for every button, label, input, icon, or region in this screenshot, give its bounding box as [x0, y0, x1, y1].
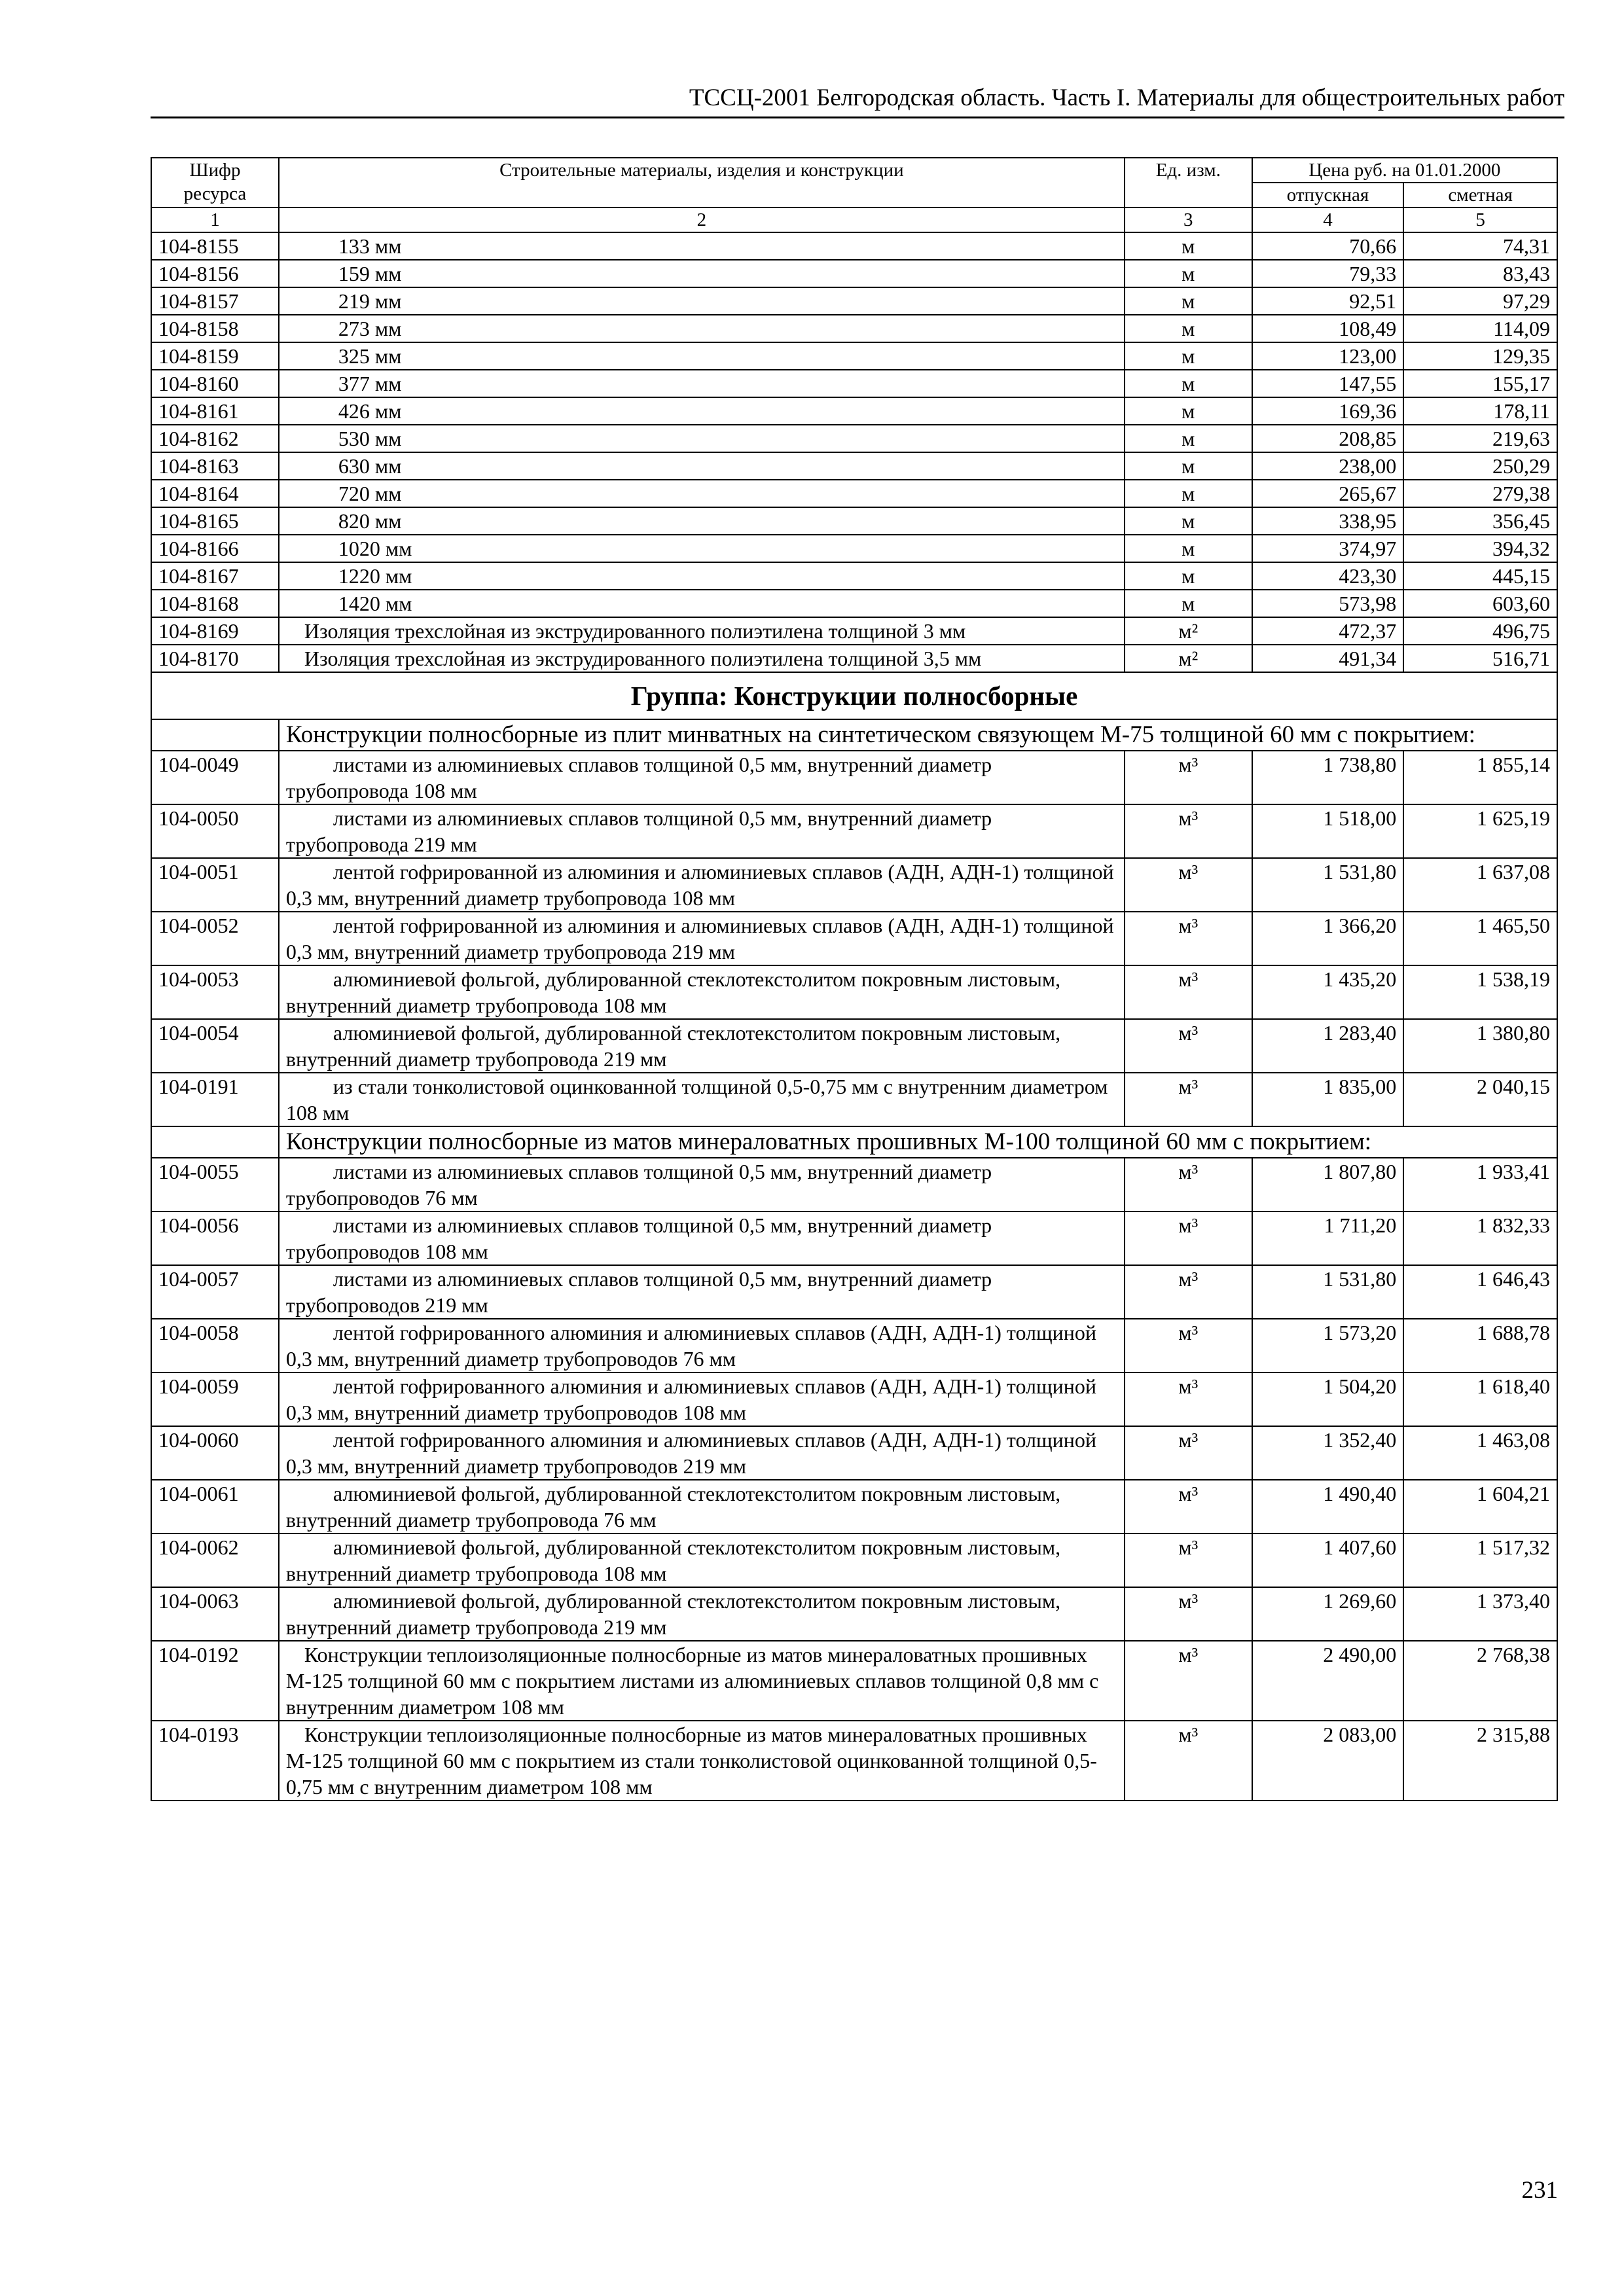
material-name-cell — [279, 751, 1125, 804]
material-name: листами из алюминиевых сплавов толщиной 0,5 мм, внутренний диаметр трубопровода 108 мм — [285, 753, 992, 802]
estimate-price: 1 618,40 — [1403, 1372, 1557, 1426]
estimate-price: 1 637,08 — [1403, 858, 1557, 912]
unit-of-measure: м³ — [1125, 1265, 1252, 1319]
material-name-cell — [279, 1265, 1125, 1319]
release-price: 1 352,40 — [1252, 1426, 1404, 1480]
unit-of-measure: м — [1125, 562, 1252, 590]
resource-code: 104-8169 — [151, 617, 279, 645]
material-name-cell — [279, 912, 1125, 965]
estimate-price: 178,11 — [1403, 397, 1557, 425]
resource-code: 104-0051 — [151, 858, 279, 912]
material-name-cell — [279, 1211, 1125, 1265]
unit-of-measure: м — [1125, 480, 1252, 507]
resource-code: 104-0063 — [151, 1587, 279, 1641]
resource-code: 104-8155 — [151, 232, 279, 260]
table-row — [151, 370, 1557, 397]
unit-of-measure: м³ — [1125, 1587, 1252, 1641]
material-name-cell — [279, 287, 1125, 315]
table-row — [151, 535, 1557, 562]
release-price: 1 366,20 — [1252, 912, 1404, 965]
material-name: алюминиевой фольгой, дублированной стеклотекстолитом покровным листовым, внутренний диаметр трубопровода 219 мм — [285, 1589, 1061, 1639]
material-name-cell — [279, 260, 1125, 287]
table-row — [151, 1211, 1557, 1265]
resource-code: 104-0058 — [151, 1319, 279, 1372]
release-price: 1 807,80 — [1252, 1158, 1404, 1211]
resource-code: 104-0052 — [151, 912, 279, 965]
unit-of-measure: м² — [1125, 645, 1252, 672]
material-name: алюминиевой фольгой, дублированной стеклотекстолитом покровным листовым, внутренний диаметр трубопровода 219 мм — [285, 1021, 1061, 1071]
table-row — [151, 1158, 1557, 1211]
unit-of-measure: м³ — [1125, 965, 1252, 1019]
table-header — [151, 158, 1557, 232]
release-price: 1 531,80 — [1252, 1265, 1404, 1319]
group-row — [151, 672, 1557, 719]
material-name: 1020 мм — [338, 537, 412, 560]
resource-code: 104-0191 — [151, 1073, 279, 1126]
estimate-price: 74,31 — [1403, 232, 1557, 260]
table-row — [151, 804, 1557, 858]
material-name-cell — [279, 397, 1125, 425]
material-name: Изоляция трехслойная из экструдированного полиэтилена толщиной 3 мм — [304, 619, 966, 643]
material-name-cell — [279, 315, 1125, 342]
resource-code: 104-0059 — [151, 1372, 279, 1426]
unit-of-measure: м — [1125, 452, 1252, 480]
table-row — [151, 452, 1557, 480]
material-name-cell — [279, 535, 1125, 562]
estimate-price: 1 604,21 — [1403, 1480, 1557, 1534]
table-row — [151, 858, 1557, 912]
release-price: 1 269,60 — [1252, 1587, 1404, 1641]
material-name: Изоляция трехслойная из экструдированного полиэтилена толщиной 3,5 мм — [304, 647, 982, 670]
table-row — [151, 1721, 1557, 1801]
release-price: 2 083,00 — [1252, 1721, 1404, 1801]
release-price: 423,30 — [1252, 562, 1404, 590]
unit-of-measure: м — [1125, 232, 1252, 260]
resource-code: 104-8159 — [151, 342, 279, 370]
release-price: 108,49 — [1252, 315, 1404, 342]
unit-of-measure: м³ — [1125, 1721, 1252, 1801]
release-price: 1 711,20 — [1252, 1211, 1404, 1265]
unit-of-measure: м — [1125, 342, 1252, 370]
estimate-price: 516,71 — [1403, 645, 1557, 672]
estimate-price: 1 463,08 — [1403, 1426, 1557, 1480]
resource-code: 104-0061 — [151, 1480, 279, 1534]
unit-of-measure: м — [1125, 397, 1252, 425]
unit-of-measure: м³ — [1125, 1211, 1252, 1265]
unit-of-measure: м³ — [1125, 1372, 1252, 1426]
unit-of-measure: м — [1125, 315, 1252, 342]
release-price: 491,34 — [1252, 645, 1404, 672]
estimate-price: 250,29 — [1403, 452, 1557, 480]
table-row — [151, 1073, 1557, 1126]
estimate-price: 1 465,50 — [1403, 912, 1557, 965]
estimate-price: 1 933,41 — [1403, 1158, 1557, 1211]
table-row — [151, 1587, 1557, 1641]
material-name: 530 мм — [338, 427, 402, 450]
resource-code: 104-0062 — [151, 1534, 279, 1587]
material-name: 133 мм — [338, 234, 402, 258]
col-number: 1 — [151, 207, 279, 232]
material-name: 325 мм — [338, 344, 402, 368]
material-name-cell — [279, 425, 1125, 452]
estimate-price: 83,43 — [1403, 260, 1557, 287]
col-header-price: Цена руб. на 01.01.2000 — [1252, 158, 1557, 183]
estimate-price: 1 832,33 — [1403, 1211, 1557, 1265]
material-name: лентой гофрированной из алюминия и алюминиевых сплавов (АДН, АДН-1) толщиной 0,3 мм, внутренний диаметр трубопровода 108 мм — [285, 860, 1114, 910]
resource-code: 104-8166 — [151, 535, 279, 562]
resource-code: 104-8168 — [151, 590, 279, 617]
material-name: листами из алюминиевых сплавов толщиной 0,5 мм, внутренний диаметр трубопроводов 76 мм — [285, 1160, 992, 1210]
col-number: 2 — [279, 207, 1125, 232]
material-name: листами из алюминиевых сплавов толщиной 0,5 мм, внутренний диаметр трубопроводов 219 мм — [285, 1267, 992, 1317]
resource-code: 104-0050 — [151, 804, 279, 858]
resource-code: 104-0192 — [151, 1641, 279, 1721]
material-name-cell — [279, 1319, 1125, 1372]
unit-of-measure: м³ — [1125, 1319, 1252, 1372]
empty-code-cell — [151, 719, 279, 751]
release-price: 92,51 — [1252, 287, 1404, 315]
resource-code: 104-0053 — [151, 965, 279, 1019]
material-name-cell — [279, 1587, 1125, 1641]
subgroup-row — [151, 719, 1557, 751]
estimate-price: 1 625,19 — [1403, 804, 1557, 858]
col-header-unit: Ед. изм. — [1125, 158, 1252, 207]
resource-code: 104-0057 — [151, 1265, 279, 1319]
release-price: 79,33 — [1252, 260, 1404, 287]
material-name-cell — [279, 1073, 1125, 1126]
table-row — [151, 751, 1557, 804]
resource-code: 104-8165 — [151, 507, 279, 535]
unit-of-measure: м³ — [1125, 1641, 1252, 1721]
resource-code: 104-8157 — [151, 287, 279, 315]
estimate-price: 496,75 — [1403, 617, 1557, 645]
material-name: Конструкции теплоизоляционные полносборные из матов минераловатных прошивных М-125 толщиной 60 мм с покрытием листами из алюминиевых сплавов толщиной 0,8 мм с внутренним диаметром 108 мм — [285, 1643, 1099, 1719]
estimate-price: 356,45 — [1403, 507, 1557, 535]
table-row — [151, 617, 1557, 645]
table-row — [151, 1372, 1557, 1426]
unit-of-measure: м — [1125, 287, 1252, 315]
release-price: 123,00 — [1252, 342, 1404, 370]
unit-of-measure: м³ — [1125, 804, 1252, 858]
page-header — [151, 84, 1564, 118]
resource-code: 104-8160 — [151, 370, 279, 397]
estimate-price: 1 646,43 — [1403, 1265, 1557, 1319]
resource-code: 104-8162 — [151, 425, 279, 452]
column-numbers-row — [151, 207, 1557, 232]
unit-of-measure: м³ — [1125, 1426, 1252, 1480]
col-header-code: Шифр ресурса — [151, 158, 279, 207]
release-price: 1 435,20 — [1252, 965, 1404, 1019]
table-row — [151, 1641, 1557, 1721]
resource-code: 104-8156 — [151, 260, 279, 287]
subgroup2-section — [151, 1126, 1557, 1158]
material-name-cell — [279, 1641, 1125, 1721]
group-title: Группа: Конструкции полносборные — [151, 672, 1557, 719]
table-row — [151, 912, 1557, 965]
material-name-cell — [279, 480, 1125, 507]
unit-of-measure: м — [1125, 535, 1252, 562]
table-row — [151, 315, 1557, 342]
estimate-price: 1 380,80 — [1403, 1019, 1557, 1073]
material-name-cell — [279, 232, 1125, 260]
estimate-price: 155,17 — [1403, 370, 1557, 397]
table-row — [151, 260, 1557, 287]
release-price: 208,85 — [1252, 425, 1404, 452]
table-row — [151, 645, 1557, 672]
unit-of-measure: м — [1125, 260, 1252, 287]
price-table — [151, 157, 1558, 1801]
release-price: 1 490,40 — [1252, 1480, 1404, 1534]
material-name: листами из алюминиевых сплавов толщиной 0,5 мм, внутренний диаметр трубопровода 219 мм — [285, 806, 992, 856]
table-row — [151, 1265, 1557, 1319]
subgroup2-rows — [151, 1158, 1557, 1641]
material-name-cell — [279, 804, 1125, 858]
material-name: 159 мм — [338, 262, 402, 285]
release-price: 265,67 — [1252, 480, 1404, 507]
material-name: Конструкции теплоизоляционные полносборные из матов минераловатных прошивных М-125 толщиной 60 мм с покрытием из стали тонколистовой оцинкованной толщиной 0,5-0,75 мм с внутренним диаметром 108 мм — [285, 1723, 1097, 1799]
estimate-price: 445,15 — [1403, 562, 1557, 590]
estimate-price: 394,32 — [1403, 535, 1557, 562]
release-price: 70,66 — [1252, 232, 1404, 260]
table-row — [151, 1426, 1557, 1480]
resource-code: 104-0049 — [151, 751, 279, 804]
unit-of-measure: м³ — [1125, 1480, 1252, 1534]
release-price: 2 490,00 — [1252, 1641, 1404, 1721]
table-row — [151, 480, 1557, 507]
estimate-price: 219,63 — [1403, 425, 1557, 452]
table-row — [151, 287, 1557, 315]
material-name: 219 мм — [338, 289, 402, 313]
material-name-cell — [279, 562, 1125, 590]
resource-code: 104-0060 — [151, 1426, 279, 1480]
release-price: 1 407,60 — [1252, 1534, 1404, 1587]
release-price: 1 504,20 — [1252, 1372, 1404, 1426]
material-name: 630 мм — [338, 454, 402, 478]
estimate-price: 1 855,14 — [1403, 751, 1557, 804]
material-name-cell — [279, 1480, 1125, 1534]
material-name: листами из алюминиевых сплавов толщиной 0,5 мм, внутренний диаметр трубопроводов 108 мм — [285, 1213, 992, 1263]
release-price: 1 531,80 — [1252, 858, 1404, 912]
material-name: лентой гофрированной из алюминия и алюминиевых сплавов (АДН, АДН-1) толщиной 0,3 мм, внутренний диаметр трубопровода 219 мм — [285, 914, 1114, 963]
release-price: 374,97 — [1252, 535, 1404, 562]
construction-rows — [151, 1641, 1557, 1801]
unit-of-measure: м — [1125, 370, 1252, 397]
unit-of-measure: м³ — [1125, 858, 1252, 912]
material-name: 1220 мм — [338, 564, 412, 588]
material-name-cell — [279, 645, 1125, 672]
estimate-price: 1 538,19 — [1403, 965, 1557, 1019]
unit-of-measure: м³ — [1125, 912, 1252, 965]
material-name-cell — [279, 370, 1125, 397]
release-price: 147,55 — [1252, 370, 1404, 397]
material-name-cell — [279, 1372, 1125, 1426]
resource-code: 104-8161 — [151, 397, 279, 425]
table-row — [151, 965, 1557, 1019]
material-name-cell — [279, 1426, 1125, 1480]
material-name-cell — [279, 1158, 1125, 1211]
estimate-price: 129,35 — [1403, 342, 1557, 370]
resource-code: 104-0055 — [151, 1158, 279, 1211]
material-name-cell — [279, 965, 1125, 1019]
release-price: 238,00 — [1252, 452, 1404, 480]
estimate-price: 1 688,78 — [1403, 1319, 1557, 1372]
release-price: 1 283,40 — [1252, 1019, 1404, 1073]
subgroup1-rows — [151, 751, 1557, 1126]
table-row — [151, 1019, 1557, 1073]
release-price: 1 518,00 — [1252, 804, 1404, 858]
unit-of-measure: м — [1125, 425, 1252, 452]
unit-of-measure: м — [1125, 507, 1252, 535]
material-name: из стали тонколистовой оцинкованной толщиной 0,5-0,75 мм с внутренним диаметром 108 мм — [285, 1075, 1108, 1124]
table-row — [151, 590, 1557, 617]
material-name-cell — [279, 617, 1125, 645]
col-header-name: Строительные материалы, изделия и конструкции — [279, 158, 1125, 207]
page-number: 231 — [1521, 2177, 1558, 2204]
resource-code: 104-0193 — [151, 1721, 279, 1801]
resource-code: 104-8167 — [151, 562, 279, 590]
material-name: лентой гофрированного алюминия и алюминиевых сплавов (АДН, АДН-1) толщиной 0,3 мм, внутренний диаметр трубопроводов 108 мм — [285, 1374, 1096, 1424]
unit-of-measure: м³ — [1125, 1019, 1252, 1073]
unit-of-measure: м — [1125, 590, 1252, 617]
table-row — [151, 397, 1557, 425]
estimate-price: 2 040,15 — [1403, 1073, 1557, 1126]
table-row — [151, 507, 1557, 535]
material-name: алюминиевой фольгой, дублированной стеклотекстолитом покровным листовым, внутренний диаметр трубопровода 108 мм — [285, 1535, 1061, 1585]
material-name-cell — [279, 1534, 1125, 1587]
resource-code: 104-0056 — [151, 1211, 279, 1265]
subgroup-row — [151, 1126, 1557, 1158]
resource-code: 104-8158 — [151, 315, 279, 342]
estimate-price: 2 768,38 — [1403, 1641, 1557, 1721]
material-name: 426 мм — [338, 399, 402, 423]
release-price: 169,36 — [1252, 397, 1404, 425]
table-row — [151, 232, 1557, 260]
estimate-price: 279,38 — [1403, 480, 1557, 507]
header-title: ТССЦ-2001 Белгородская область. Часть I. Материалы для общестроительных работ — [689, 84, 1564, 111]
resource-code: 104-8163 — [151, 452, 279, 480]
estimate-price: 114,09 — [1403, 315, 1557, 342]
material-name: лентой гофрированного алюминия и алюминиевых сплавов (АДН, АДН-1) толщиной 0,3 мм, внутренний диаметр трубопроводов 76 мм — [285, 1321, 1096, 1371]
estimate-price: 1 517,32 — [1403, 1534, 1557, 1587]
table-row — [151, 342, 1557, 370]
estimate-price: 1 373,40 — [1403, 1587, 1557, 1641]
resource-code: 104-8170 — [151, 645, 279, 672]
material-name: 820 мм — [338, 509, 402, 533]
release-price: 472,37 — [1252, 617, 1404, 645]
material-name-cell — [279, 342, 1125, 370]
col-header-release: отпускная — [1252, 183, 1404, 207]
material-name: 273 мм — [338, 317, 402, 340]
estimate-price: 2 315,88 — [1403, 1721, 1557, 1801]
material-name-cell — [279, 1019, 1125, 1073]
release-price: 338,95 — [1252, 507, 1404, 535]
col-header-estimate: сметная — [1403, 183, 1557, 207]
table-row — [151, 1480, 1557, 1534]
material-name-cell — [279, 1721, 1125, 1801]
material-name-cell — [279, 452, 1125, 480]
unit-of-measure: м³ — [1125, 1158, 1252, 1211]
release-price: 1 573,20 — [1252, 1319, 1404, 1372]
resource-code: 104-8164 — [151, 480, 279, 507]
col-number: 4 — [1252, 207, 1404, 232]
col-number: 3 — [1125, 207, 1252, 232]
unit-of-measure: м³ — [1125, 1534, 1252, 1587]
material-name: 720 мм — [338, 482, 402, 505]
material-name: 377 мм — [338, 372, 402, 395]
material-name-cell — [279, 590, 1125, 617]
release-price: 1 835,00 — [1252, 1073, 1404, 1126]
insulation-rows — [151, 617, 1557, 672]
material-name: 1420 мм — [338, 592, 412, 615]
material-name: алюминиевой фольгой, дублированной стеклотекстолитом покровным листовым, внутренний диаметр трубопровода 76 мм — [285, 1482, 1061, 1532]
material-name-cell — [279, 507, 1125, 535]
col-number: 5 — [1403, 207, 1557, 232]
subgroup-title: Конструкции полносборные из плит минватных на синтетическом связующем М-75 толщиной 60 мм с покрытием: — [279, 719, 1557, 751]
unit-of-measure: м³ — [1125, 1073, 1252, 1126]
estimate-price: 603,60 — [1403, 590, 1557, 617]
material-name: алюминиевой фольгой, дублированной стеклотекстолитом покровным листовым, внутренний диаметр трубопровода 108 мм — [285, 967, 1061, 1017]
resource-code: 104-0054 — [151, 1019, 279, 1073]
pipe-size-rows — [151, 232, 1557, 617]
table-row — [151, 1319, 1557, 1372]
release-price: 573,98 — [1252, 590, 1404, 617]
empty-code-cell — [151, 1126, 279, 1158]
group-section — [151, 672, 1557, 751]
table-row — [151, 425, 1557, 452]
table-row — [151, 562, 1557, 590]
release-price: 1 738,80 — [1252, 751, 1404, 804]
estimate-price: 97,29 — [1403, 287, 1557, 315]
unit-of-measure: м³ — [1125, 751, 1252, 804]
table-row — [151, 1534, 1557, 1587]
subgroup-title: Конструкции полносборные из матов минераловатных прошивных М-100 толщиной 60 мм с покрытием: — [279, 1126, 1557, 1158]
unit-of-measure: м² — [1125, 617, 1252, 645]
material-name: лентой гофрированного алюминия и алюминиевых сплавов (АДН, АДН-1) толщиной 0,3 мм, внутренний диаметр трубопроводов 219 мм — [285, 1428, 1096, 1478]
material-name-cell — [279, 858, 1125, 912]
